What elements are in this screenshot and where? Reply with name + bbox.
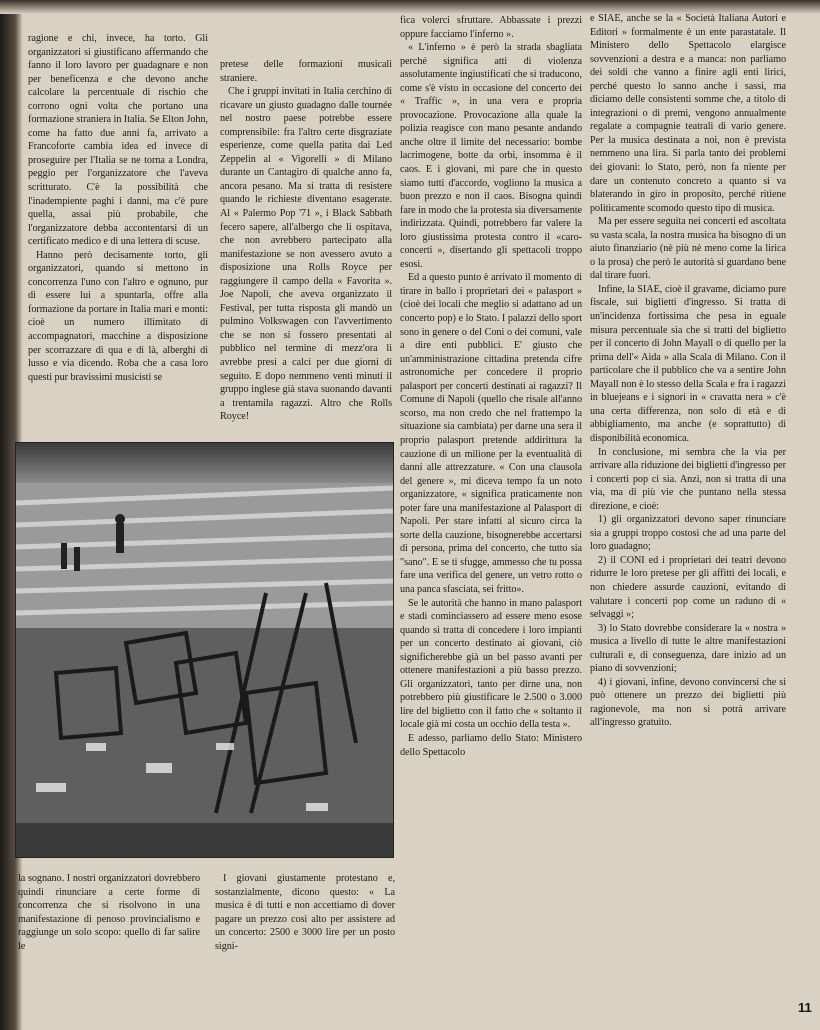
paragraph: Hanno però decisamente torto, gli organizzatori, quando si mettono in concorrenza l'uno con l'altro e ognuno, pur di essere lui a spuntarla, offre alla formazione da portare in Italia mari e monti: cioè un numero illimitato di accompagnatori, macchine a disposizione per scorrazzare di qua e di là, alberghi di lusso e via dicendo. Roba che a casa loro questi pur bravissimi musicisti se bbox=[28, 249, 208, 383]
column-2-text bbox=[220, 58, 392, 424]
paragraph: Ma per essere seguita nei concerti ed ascoltata su vasta scala, la nostra musica ha bisogno di un aiuto finanziario (nè più nè meno come la lirica o la prosa) che però le autorità si guardano bene dal tirare fuori. bbox=[590, 216, 786, 282]
paragraph: 3) lo Stato dovrebbe considerare la « nostra » musica a livello di tutte le altre manifestazioni culturali e, di conseguenza, dare inizio ad un piano di sovvenzioni; bbox=[590, 622, 786, 675]
paragraph: 1) gli organizzatori devono saper rinunciare sia a gruppi troppo costosi che ad una parte del loro guadagno; bbox=[590, 514, 786, 553]
column-2-bottom-text bbox=[215, 872, 395, 953]
column-3-text bbox=[400, 14, 582, 759]
paragraph: Ed a questo punto è arrivato il momento di tirare in ballo i proprietari dei « palasport » (cioè dei locali che meglio si adattano ad un concerto pop) e lo Stato. I palazzi dello sport sono in genere o del Coni o dei comuni, vale a dire enti pubblici. E' giusto che un'amministrazione cittadina pretenda cifre astronomiche per concedere il proprio palasport per concerti destinati ai ragazzi? Il Comune di Napoli (quello che risale all'anno scorso, ma non credo che nel frattempo la situazione sia cambiata) per darne una sera il proprio palasport pretende addirittura la cauzione di un milione per la eventualità di danni alle attrezzature. « Con una clausola del genere », mi diceva tempo fa un noto organizzatore, « significa praticamente non poter fare una manifestazione al Palasport di Napoli. Per stare infatti al sicuro circa la sorte della cauzione, bisognerebbe accertarsi di persona, prima del concerto, che tutto sia "sano". E se ti sfugge, ammesso che tu possa fare una verifica del genere, un vetro rotto o una panca sfasciata, sei fritto». bbox=[400, 272, 582, 595]
paragraph: e SIAE, anche se la « Società Italiana Autori e Editori » formalmente è un ente parastatale. Il Ministero dello Spettacolo elargisce sovvenzioni a destra e a manca: non parliamo dei soldi che vanno a finire agli enti lirici, perché questo lo sanno anche i sassi, ma diciamo delle consistenti somme che, a titolo di integrazioni o di premi, vengono annualmente regalate a compagnie teatrali di vario genere. Per la musica destinata a noi, non è prevista nemmeno una lira. Si parla tanto dei problemi dei giovani: lo Stato, però, non fa niente per dare un contenuto concreto a quanto si va blaterando in giro in proposito, perché ritiene politicamente scomodo questo tipo di musica. bbox=[590, 13, 786, 214]
paragraph: I giovani giustamente protestano e, sostanzialmente, dicono questo: « La musica è di tutti e non accettiamo di dover pagare un prezzo così alto per assistere ad un concerto: 2500 e 3000 lire per un posto signi- bbox=[215, 873, 395, 952]
page-number: 11 bbox=[798, 1000, 812, 1015]
paragraph: In conclusione, mi sembra che la via per arrivare alla riduzione dei biglietti d'ingresso per i concerti pop ci sia. Anzi, non si tratta di una via, ma di più vie che puntano nella stessa direzione, e cioè: bbox=[590, 446, 786, 512]
paragraph: Che i gruppi invitati in Italia cerchino di ricavare un giusto guadagno dalle tournée nel nostro paese potrebbe essere comprensibile: fra l'altro certe disgraziate esperienze, come quella patita dai Led Zeppelin al « Vigorelli » di Milano durante un Cantagiro di qualche anno fa, ancora pesano. Ma si tratta di resistere quando le richieste diventano esagerate. Al « Palermo Pop '71 », i Black Sabbath fecero sapere, all'albergo che li ospitava, che non avrebbero partecipato alla manifestazione se non avessero avuto a disposizione una Rolls Royce per raggiungere il campo della « Favorita ». Joe Napoli, che aveva organizzato il Festival, per tutta risposta gli mandò un pulmino Volkswagen con l'avvertimento che se non si fossero presentati al pubblico nel termine di mezz'ora li avrebbe presi a calci per due giorni di seguito. E dopo nemmeno venti minuti il gruppo inglese già stava suonando davanti a trentamila ragazzi. Altro che Rolls Royce! bbox=[220, 86, 392, 423]
paragraph: 4) i giovani, infine, devono convincersi che si può ottenere un prezzo dei biglietti più ragionevole, ma non si potrà arrivare all'ingresso gratuito. bbox=[590, 676, 786, 729]
paragraph: la sognano. I nostri organizzatori dovrebbero quindi rinunciare a certe forme di concorrenza che si risolvono in una manifestazione di penoso provincialismo e raggiunge un solo scopo: quello di far salire le bbox=[18, 873, 200, 952]
paragraph: pretese delle formazioni musicali straniere. bbox=[220, 59, 392, 84]
column-1-bottom-text bbox=[18, 872, 200, 953]
paragraph: « L'inferno » è però la strada sbagliata perché significa atti di violenza assolutamente ingiustificati che si traducono, come s'è visto in occasione del concerto dei « Traffic », in una vera e propria provocazione. Provocazione alla quale la polizia reagisce con mano pesante andando anche oltre il limite del necessario: bombe lacrimogene, botte da orbi, insomma è il caos. E i giovani, mi pare che in questo siamo tutti d'accordo, vogliono la musica a buon prezzo e non il caos. Bisogna quindi fare in modo che la protesta sia diversamente indirizzata. Quindi, potrebbero far valere la loro giustissima protesta contro il «caro-concerti », disertando gli spettacoli troppo esosi. bbox=[400, 42, 582, 270]
paragraph: E adesso, parliamo dello Stato: Ministero dello Spettacolo bbox=[400, 732, 582, 758]
paragraph: Infine, la SIAE, cioè il gravame, diciamo pure fiscale, sui biglietti d'ingresso. Si tratta di un'incidenza fortissima che pesa in eguale misura percentuale sia che si tratti del biglietto per il concerto di John Mayall o di quello per la prima dell'« Aida » alla Scala di Milano. Con il particolare che il pubblico che va a sentire John Mayall non è lo stesso della Scala e fra i ragazzi in bluejeans e i signori in « cravatta nera » c'è una certa differenza, non solo di età e di abbigliamento, ma anche (e soprattutto) di disponibilità economica. bbox=[590, 283, 786, 444]
paragraph: fica volerci sfruttare. Abbassate i prezzi oppure facciamo l'inferno ». bbox=[400, 15, 582, 40]
paragraph: 2) il CONI ed i proprietari dei teatri devono ridurre le loro pretese per gli affitti dei locali, e non chiedere assurde cauzioni, evitando di valutare i concerti pop come un raduno di « selvaggi »; bbox=[590, 554, 786, 621]
photo-illustration bbox=[16, 443, 393, 857]
paragraph: ragione e chi, invece, ha torto. Gli organizzatori si giustificano affermando che fanno il loro lavoro per guadagnare e non per beneficenza e che devono anche calcolare la percentuale di rischio che corrono ogni volta che portano una formazione straniera in Italia. Se Elton John, come ha fatto due anni fa, arrivato a Francoforte cambia idea ed invece di proseguire per l'Italia se ne torna a Londra, peggio per l'organizzatore che l'aveva scritturato. C'è la possibilità che l'inadempiente paghi i danni, ma c'è pure quella, assai più probabile, che l'organizzatore debba accontentarsi di un certificato medico e di una lettera di scuse. bbox=[28, 33, 208, 248]
paragraph: Se le autorità che hanno in mano palasport e stadi cominciassero ad essere meno esose quando si tratta di concedere i loro impianti per un concerto destinato ai giovani, ciò significherebbe già un bel passo avanti per ottenere manifestazioni a più basso prezzo. Gli organizzatori, tanto per dirne una, non potrebbero più giustificare le 2.500 o 3.000 lire del biglietto con il fatto che « soltanto il locale già mi costa un occhio della testa ». bbox=[400, 597, 582, 731]
column-1-text bbox=[28, 32, 208, 384]
stadium-wreckage-photo bbox=[15, 442, 394, 858]
column-4-text bbox=[590, 12, 786, 730]
